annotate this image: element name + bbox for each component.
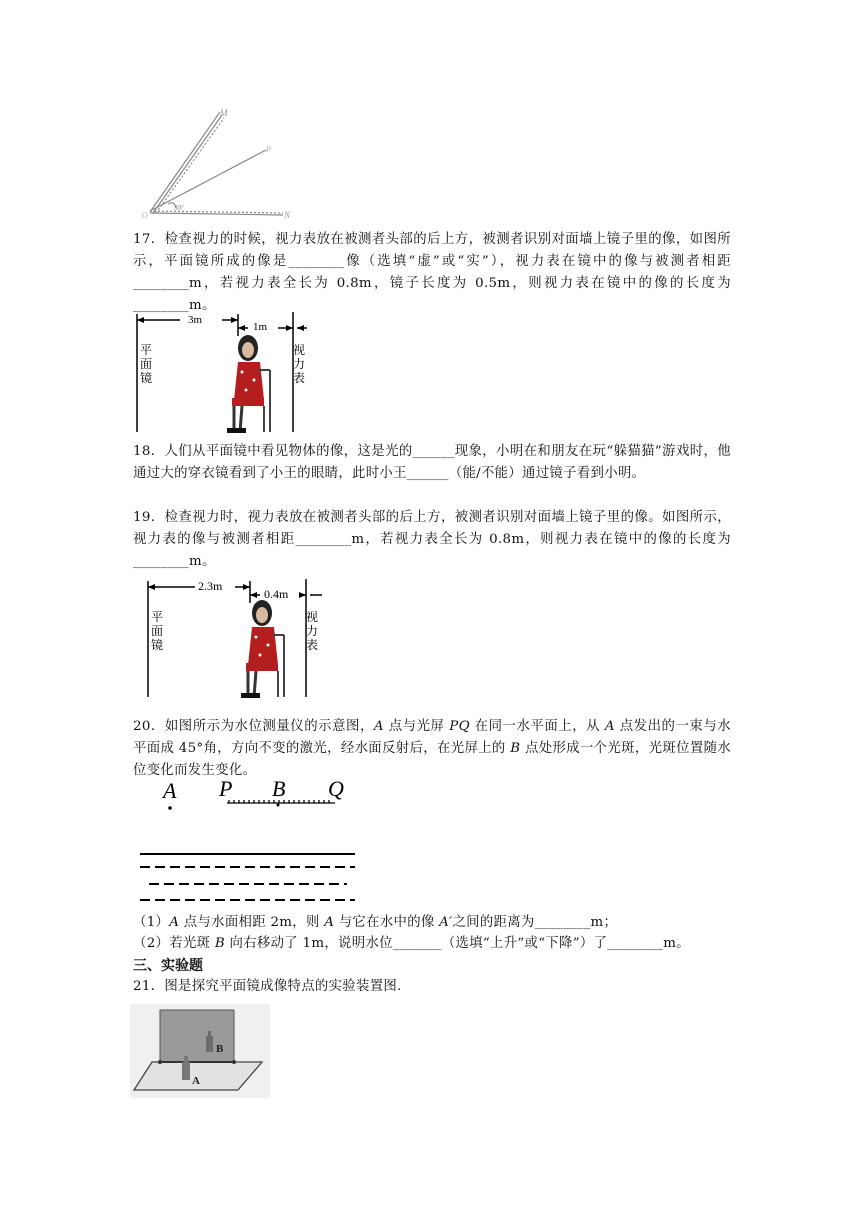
mirror-label-3: 镜 (140, 371, 153, 385)
chart-label-3: 表 (306, 638, 319, 652)
q20-sub1-part: （1） (133, 915, 170, 930)
question-20-sub1 (133, 912, 731, 934)
question-21-text: 21．图是探究平面镜成像特点的实验装置图. (133, 979, 402, 994)
chart-label-2: 力 (306, 624, 319, 638)
q20-part: 点与光屏 (383, 719, 450, 734)
mirror-label-3: 镜 (151, 638, 164, 652)
q20-sub2-part: 向右移动了 1m，说明水位_______（选填“上升”或“下降”）了________m。 (224, 936, 690, 951)
label-A: A (192, 1075, 200, 1087)
chart-label-2: 力 (293, 357, 306, 371)
plane-mirror-experiment-figure (130, 1004, 270, 1098)
q20-sub1-part: 之间的距离为________m； (452, 915, 618, 930)
section-title: 三、实验题 (133, 958, 203, 974)
question-18-text: 18．人们从平面镜中看见物体的像，这是光的______现象，小明在和朋友在玩“躲猫猫”游戏时，他通过大的穿衣镜看到了小王的眼睛，此时小王______（能/不能）通过镜子看到小明。 (133, 444, 731, 481)
dist-total-label: 2.3m (198, 579, 223, 593)
label-P: P (219, 776, 233, 801)
chart-label-1: 视 (293, 343, 306, 357)
q20-part: 点发出的一束与水平面成 45°角，方向不变的激光，经水面反射后，在光屏上的 (133, 719, 731, 756)
dist-total-label: 3m (188, 314, 203, 326)
label-P: P (266, 145, 271, 154)
label-Q: Q (328, 776, 344, 801)
dist-near-label: 0.4m (264, 587, 289, 601)
vision-test-figure-17 (130, 310, 310, 440)
q20-sub1-part: A (324, 915, 335, 930)
label-O: O (142, 211, 148, 220)
question-20-sub2 (133, 933, 731, 955)
mirror-label-2: 面 (151, 624, 164, 638)
question-19-text: 19．检查视力时，视力表放在被测者头部的后上方，被测者识别对面墙上镜子里的像。如图所示，视力表的像与被测者相距________m，若视力表全长为 0.8m，则视力表在镜中的像的长度为________m。 (133, 510, 731, 569)
q20-part: 在同一水平面上，从 (469, 719, 605, 734)
mirror-label-1: 平 (140, 343, 153, 357)
vision-test-figure-19 (140, 573, 330, 703)
q20-part: A (373, 719, 384, 734)
q20-part: A (604, 719, 615, 734)
q20-sub2-part: （2）若光斑 (133, 936, 215, 951)
q20-sub1-part: A (169, 915, 180, 930)
label-B: B (272, 776, 286, 801)
label-A: A (163, 778, 177, 803)
label-M: M (220, 108, 228, 118)
dist-near-label: 1m (253, 321, 268, 333)
q20-part: PQ (449, 719, 470, 734)
q20-sub1-part: 点与水面相距 2m，则 (179, 915, 325, 930)
label-angle: 30° (174, 204, 184, 212)
chart-label-1: 视 (306, 610, 319, 624)
mirror-label-2: 面 (140, 357, 153, 371)
mirror-angle-figure (138, 100, 298, 225)
q20-part: 点处形成一个光斑，光斑位置随水位变化而发生变化。 (133, 741, 731, 778)
label-N: N (284, 210, 291, 220)
chart-label-3: 表 (293, 371, 306, 385)
q20-sub2-part: B (214, 936, 225, 951)
q20-part: 20．如图所示为水位测量仪的示意图， (133, 719, 374, 734)
seated-person-figure (227, 335, 270, 433)
q20-sub1-part: A′ (439, 915, 453, 930)
mirror-label-1: 平 (151, 610, 164, 624)
q20-part: B (510, 741, 521, 756)
water-level-figure (135, 772, 365, 910)
question-17-text: 17．检查视力的时候，视力表放在被测者头部的后上方，被测者识别对面墙上镜子里的像，如图所示，平面镜所成的像是________像（选填“虚”或“实”），视力表在镜中的像与被测者相距________m，若视力表全长为 0.8m，镜子长度为 0.5m，则视力表在镜中的像的长度为________m。 (133, 232, 731, 313)
label-B: B (216, 1043, 224, 1055)
q20-sub1-part: 与它在水中的像 (334, 915, 440, 930)
seated-person-figure (241, 600, 284, 698)
